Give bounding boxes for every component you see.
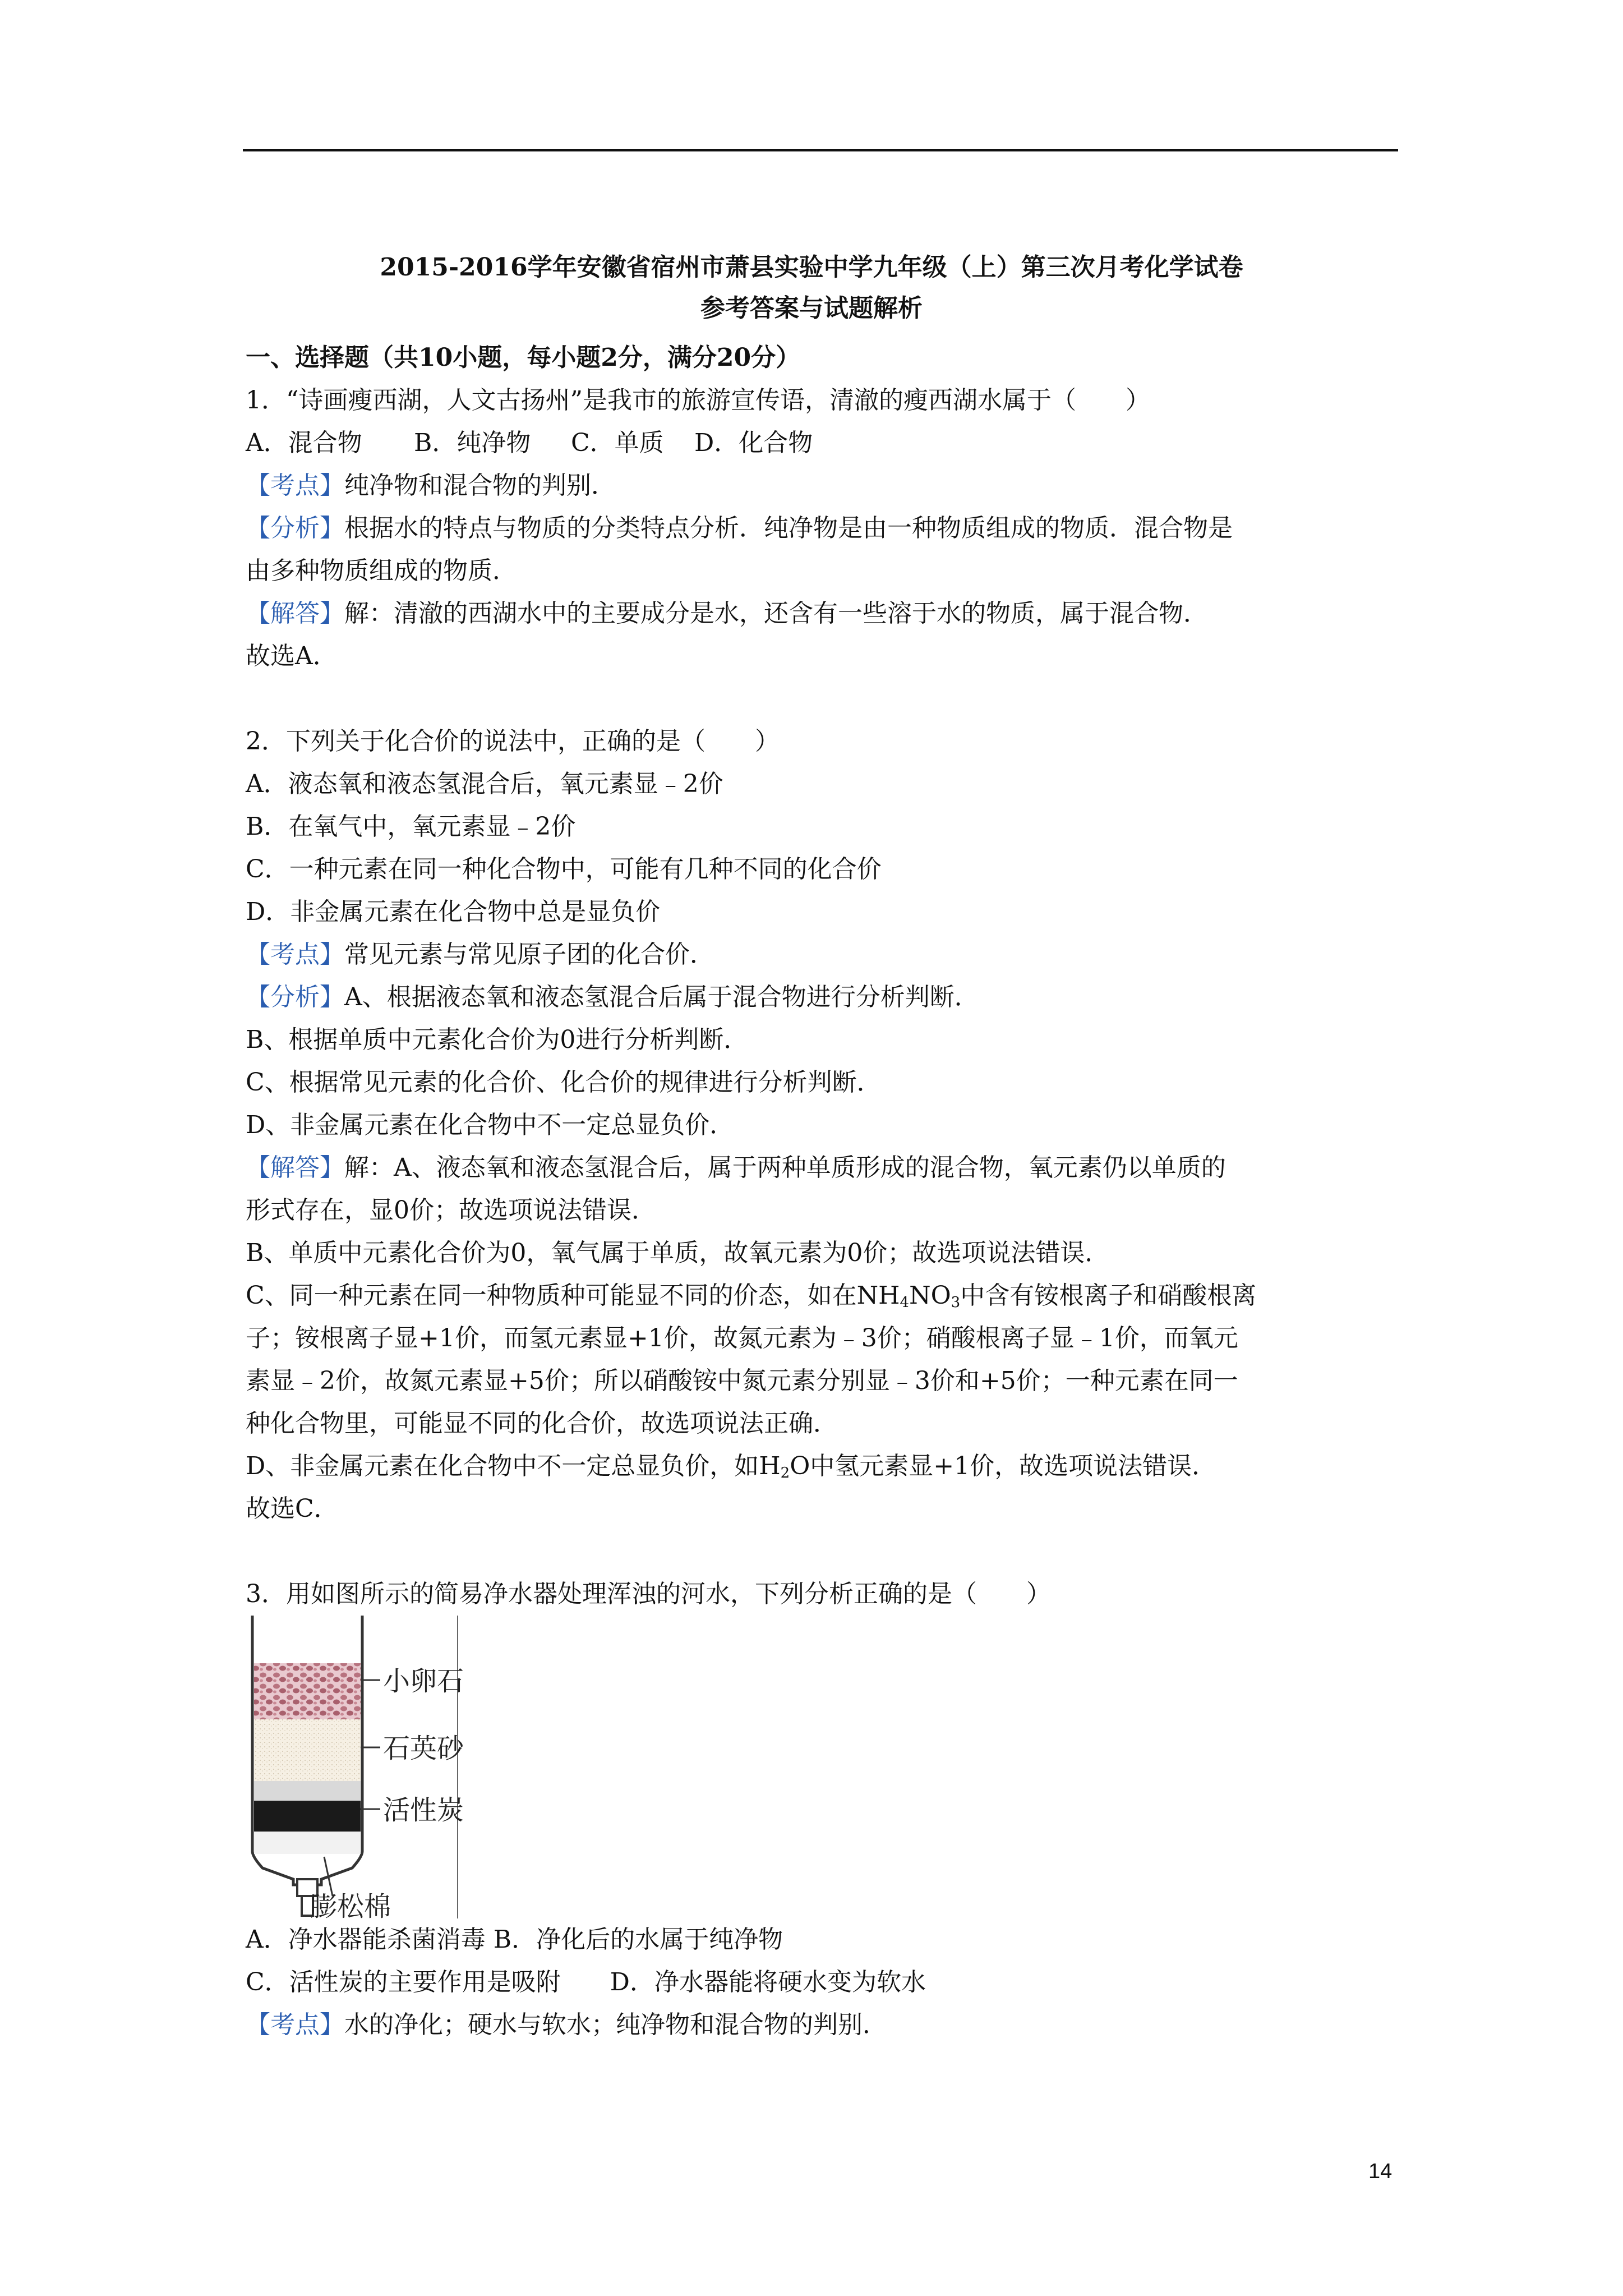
q1-fenxi-cont: 由多种物质组成的物质．: [246, 556, 517, 585]
q2-fenxi-d: D、非金属元素在化合物中不一定总显负价．: [246, 1111, 735, 1139]
q2-option-d: D．非金属元素在化合物中总是显负价: [246, 898, 661, 926]
q2-jieda-8: [246, 1445, 1401, 1488]
document-body: [246, 337, 1401, 2046]
kaodian-tag: 【考点】: [246, 471, 344, 500]
q2-fenxi-a: A、根据液态氧和液态氢混合后属于混合物进行分析判断．: [344, 983, 979, 1011]
q2-jieda-8-a: D、非金属元素在化合物中不一定总显负价，如H: [246, 1452, 781, 1480]
q1-option-d: D．化合物: [694, 429, 813, 457]
label-activated-carbon: 活性炭: [383, 1795, 464, 1826]
fenxi-tag: 【分析】: [246, 514, 344, 542]
pebble-layer: [254, 1663, 361, 1719]
q2-jieda-8-b: O中氢元素显+1价，故选项说法错误．: [790, 1452, 1217, 1480]
q2-fenxi-b: B、根据单质中元素化合价为0进行分析判断．: [246, 1025, 749, 1054]
kaodian-tag: 【考点】: [246, 940, 344, 969]
q2-fenxi-c: C、根据常见元素的化合价、化合价的规律进行分析判断．: [246, 1068, 882, 1097]
q2-option-a: A．液态氧和液态氢混合后，氧元素显﹣2价: [246, 770, 723, 798]
q2-kaodian-text: 常见元素与常见原子团的化合价．: [344, 940, 714, 969]
q2-fenxi: [246, 976, 1401, 1019]
q2-jieda-4: [246, 1274, 1401, 1317]
q1-kaodian-text: 纯净物和混合物的判别．: [344, 471, 616, 500]
subscript: 3: [951, 1294, 961, 1311]
q2-jieda-text: 解：A、液态氧和液态氢混合后，属于两种单质形成的混合物，氧元素仍以单质的: [344, 1153, 1226, 1182]
q2-option-b: B．在氧气中，氧元素显﹣2价: [246, 812, 576, 841]
q2-jieda-3: B、单质中元素化合价为0，氧气属于单质，故氧元素为0价；故选项说法错误．: [246, 1239, 1110, 1267]
label-quartz-sand: 石英砂: [383, 1733, 464, 1764]
document-subtitle: 参考答案与试题解析: [700, 294, 923, 323]
q3-stem: 3．用如图所示的简易净水器处理浑浊的河水，下列分析正确的是（ ）: [246, 1580, 1051, 1608]
section-heading: 一、选择题（共10小题，每小题2分，满分20分）: [246, 343, 801, 372]
sand-layer: [254, 1719, 361, 1781]
water-purifier-diagram: [246, 1616, 470, 1918]
q2-jieda-2: 形式存在，显0价；故选项说法错误．: [246, 1196, 656, 1225]
fenxi-tag: 【分析】: [246, 983, 344, 1011]
q2-stem: 2．下列关于化合价的说法中，正确的是（ ）: [246, 727, 780, 756]
jieda-tag: 【解答】: [246, 1153, 344, 1182]
q2-kaodian: [246, 933, 1401, 976]
q2-jieda-5: 子；铵根离子显+1价，而氢元素显+1价，故氮元素为﹣3价；硝酸根离子显﹣1价，而氧元: [246, 1324, 1238, 1352]
q3-kaodian-text: 水的净化；硬水与软水；纯净物和混合物的判别．: [344, 2010, 887, 2039]
q2-jieda-4-b: NO: [909, 1281, 951, 1310]
q1-option-b: B．纯净物: [414, 429, 531, 457]
q1-stem: 1．“诗画瘦西湖，人文古扬州”是我市的旅游宣传语，清澈的瘦西湖水属于（ ）: [246, 386, 1150, 415]
subscript: 2: [780, 1465, 790, 1481]
q1-option-c: C．单质: [571, 429, 664, 457]
q2-jieda-6: 素显﹣2价，故氮元素显+5价；所以硝酸铵中氮元素分别显﹣3价和+5价；一种元素在同一: [246, 1366, 1238, 1395]
q1-option-a: A．混合物: [246, 429, 362, 457]
q1-answer: 故选A．: [246, 642, 338, 670]
page-number: 14: [1368, 2160, 1393, 2183]
q2-jieda-7: 种化合物里，可能显不同的化合价，故选项说法正确．: [246, 1409, 838, 1438]
q1-jieda: [246, 592, 1401, 635]
q1-options: [246, 422, 1401, 464]
label-pebbles: 小卵石: [383, 1665, 464, 1697]
jieda-tag: 【解答】: [246, 599, 344, 628]
q3-options-1: A．净水器能杀菌消毒 B．净化后的水属于纯净物: [246, 1925, 783, 1954]
label-cotton: 膨松棉: [310, 1891, 391, 1918]
water-purifier-figure: [246, 1616, 1401, 1918]
q2-jieda: [246, 1147, 1401, 1189]
header-rule: [243, 149, 1398, 151]
q3-options-2: C．活性炭的主要作用是吸附 D．净水器能将硬水变为软水: [246, 1968, 926, 1996]
q3-kaodian: [246, 2004, 1401, 2046]
q1-fenxi: [246, 507, 1401, 550]
q1-fenxi-text: 根据水的特点与物质的分类特点分析．纯净物是由一种物质组成的物质．混合物是: [344, 514, 1233, 542]
q2-jieda-4-c: 中含有铵根离子和硝酸根离: [960, 1281, 1257, 1310]
q1-jieda-text: 解：清澈的西湖水中的主要成分是水，还含有一些溶于水的物质，属于混合物．: [344, 599, 1208, 628]
q2-answer: 故选C．: [246, 1494, 339, 1523]
q2-option-c: C．一种元素在同一种化合物中，可能有几种不同的化合价: [246, 855, 882, 884]
carbon-layer: [254, 1801, 361, 1832]
kaodian-tag: 【考点】: [246, 2010, 344, 2039]
subscript: 4: [900, 1294, 910, 1311]
q2-jieda-4-a: C、同一种元素在同一种物质种可能显不同的价态，如在NH: [246, 1281, 900, 1310]
q1-kaodian: [246, 464, 1401, 507]
document-title: 2015-2016学年安徽省宿州市萧县实验中学九年级（上）第三次月考化学试卷: [380, 253, 1243, 282]
